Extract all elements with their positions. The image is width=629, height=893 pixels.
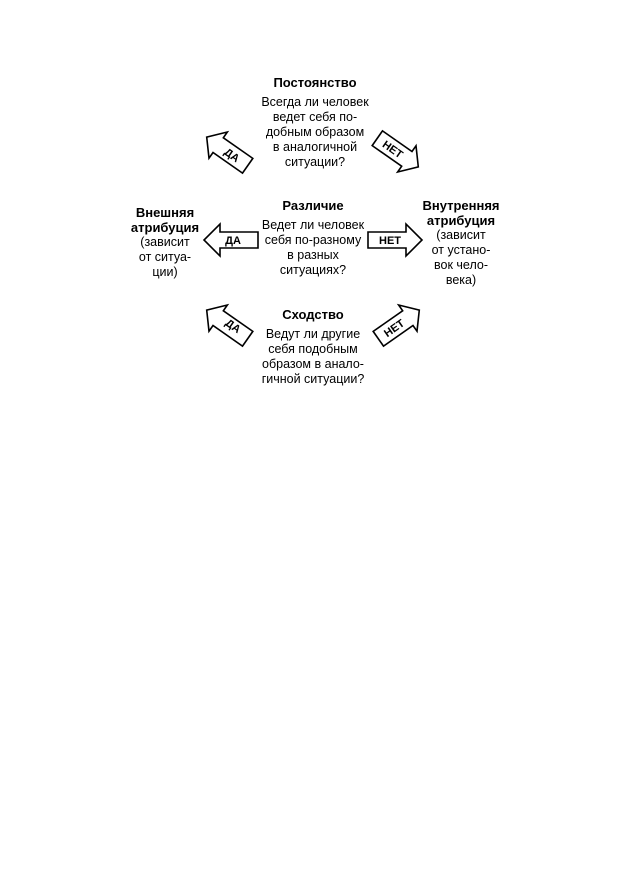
arrow-yes-middle-label: ДА [225, 235, 241, 247]
arrow-no-bottom-label: НЕТ [382, 317, 407, 340]
constancy-question-line: добным образом [265, 125, 365, 139]
constancy-title: Постоянство [273, 75, 357, 90]
internal-attribution-title-line: атрибуция [426, 213, 496, 228]
arrow-no-top [368, 125, 427, 180]
internal-attribution-note-line: века) [445, 273, 477, 287]
constancy-question-line: в аналогичной [272, 140, 358, 154]
arrow-yes-top-label: ДА [221, 146, 242, 166]
arrow-yes-middle [204, 224, 258, 256]
arrow-no-middle-label: НЕТ [379, 235, 401, 247]
external-attribution-note-line: ции) [152, 265, 178, 279]
external-attribution-note-line: (зависит [140, 235, 190, 249]
consensus-title: Сходство [282, 307, 344, 322]
arrow-no-top-label: НЕТ [379, 138, 405, 162]
consensus-question-line: себя подобным [268, 342, 358, 356]
external-attribution-title-line: Внешняя [135, 205, 195, 220]
distinctiveness-question-line: ситуациях? [279, 263, 347, 277]
arrow-no-middle [368, 224, 422, 256]
internal-attribution-note-line: от устано- [431, 243, 491, 257]
internal-attribution-title-line: Внутренняя [422, 198, 500, 213]
constancy-question-line: ведет себя по- [272, 110, 358, 124]
internal-attribution-note-line: (зависит [436, 228, 486, 242]
constancy-question-line: Всегда ли человек [261, 95, 369, 109]
distinctiveness-title: Различие [282, 198, 344, 213]
distinctiveness-question-line: Ведет ли человек [261, 218, 365, 232]
arrow-yes-top [198, 124, 257, 179]
external-attribution-title-line: атрибуция [130, 220, 200, 235]
distinctiveness-question-line: себя по-разному [264, 233, 362, 247]
external-attribution-note-line: от ситуа- [138, 250, 192, 264]
internal-attribution-note-line: вок чело- [434, 258, 488, 272]
arrow-no-bottom [369, 297, 428, 352]
constancy-question-line: ситуации? [284, 155, 346, 169]
distinctiveness-question-line: в разных [287, 248, 339, 262]
arrow-yes-bottom-label: ДА [222, 317, 243, 336]
consensus-question-line: образом в анало- [262, 357, 364, 371]
consensus-question-line: гичной ситуации? [261, 372, 365, 386]
consensus-question-line: Ведут ли другие [265, 327, 361, 341]
